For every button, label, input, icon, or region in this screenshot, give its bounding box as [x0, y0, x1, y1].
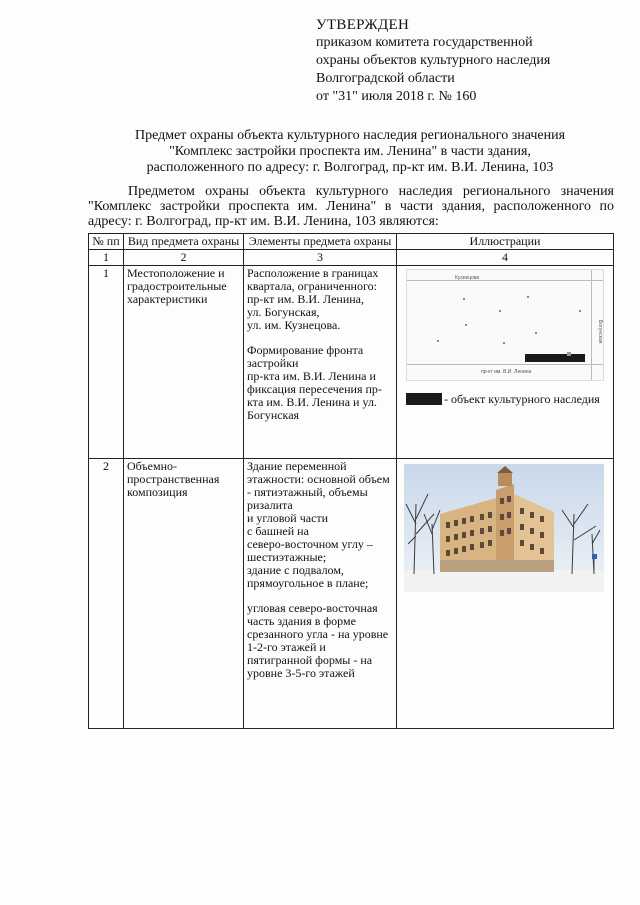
map-label-top: Кузнецова — [455, 275, 480, 281]
heritage-object-area — [525, 354, 585, 362]
legend-swatch — [406, 393, 442, 405]
approval-line-4: от "31" июля 2018 г. № 160 — [316, 89, 477, 104]
map-dot — [579, 310, 581, 312]
column-number: 2 — [124, 250, 244, 266]
approval-line-2: охраны объектов культурного наследия — [316, 53, 551, 68]
element-line: Формирование фронта застройки — [247, 343, 364, 370]
row-illustration — [397, 266, 614, 459]
element-line: угловая северо-восточная часть здания в форме срезанного угла - на уровне 1-2-го этажей и пятигранной формы - на уровне 3-5-го этажей — [247, 601, 389, 680]
map-dot — [535, 332, 537, 334]
map-illustration — [406, 269, 604, 381]
heritage-object-marker — [567, 352, 571, 356]
map-label-bottom: пр-кт им. В.И. Ленина — [481, 369, 532, 375]
row-type: Объемно-пространственная композиция — [124, 459, 244, 729]
column-number-row — [89, 250, 614, 266]
map-street-line — [407, 280, 603, 281]
legend-label: - объект культурного наследия — [444, 392, 600, 406]
title-line-1: Предмет охраны объекта культурного наследия регионального значения — [134, 128, 566, 143]
map-dot — [465, 324, 467, 326]
approval-line-1: приказом комитета государственной — [316, 35, 533, 50]
element-line: Здание переменной этажности: основной объем - пятиэтажный, объемы ризалита — [247, 459, 390, 512]
intro-text: Предметом охраны объекта культурного наследия регионального значения "Комплекс застройки проспекта им. Ленина" в части здания, расположенного по адресу: г. Волгоград, пр-кт им. В.И. Ленина, 103 являются: — [88, 184, 614, 229]
table-header-row — [89, 234, 614, 250]
column-number: 4 — [397, 250, 614, 266]
row-elements — [244, 266, 397, 459]
element-line: здание с подвалом, прямоугольное в плане; — [247, 563, 369, 590]
approval-title: УТВЕРЖДЕН — [316, 17, 410, 33]
approval-line-3: Волгоградской области — [316, 71, 455, 86]
header-illustrations: Иллюстрации — [397, 234, 614, 250]
protection-table — [88, 233, 614, 729]
element-line: ул. Богунская, — [247, 305, 320, 319]
map-dot — [437, 340, 439, 342]
row-num: 1 — [89, 266, 124, 459]
map-street-line — [407, 364, 603, 365]
intro-paragraph — [88, 184, 614, 229]
building-photo — [404, 464, 604, 592]
title-line-3: расположенного по адресу: г. Волгоград, пр-кт им. В.И. Ленина, 103 — [146, 160, 554, 175]
element-line: северо-восточном углу – шестиэтажные; — [247, 537, 373, 564]
row-elements — [244, 459, 397, 729]
map-dot — [499, 310, 501, 312]
element-line: и угловой части — [247, 511, 329, 525]
map-legend — [406, 391, 610, 407]
column-number: 1 — [89, 250, 124, 266]
map-dot — [463, 298, 465, 300]
map-dot — [527, 296, 529, 298]
map-dot — [503, 342, 505, 344]
element-line: Расположение в границах квартала, ограниченного: — [247, 266, 379, 293]
column-number: 3 — [244, 250, 397, 266]
header-num: № пп — [89, 234, 124, 250]
header-type: Вид предмета охраны — [124, 234, 244, 250]
element-line: с башней на — [247, 524, 309, 538]
table-row — [89, 459, 614, 729]
header-elements: Элементы предмета охраны — [244, 234, 397, 250]
element-line: ул. им. Кузнецова. — [247, 318, 341, 332]
row-type: Местоположение и градостроительные характеристики — [124, 266, 244, 459]
map-label-right: Богунская — [597, 320, 603, 344]
approval-block — [316, 16, 550, 106]
document-title — [100, 128, 600, 176]
title-line-2: "Комплекс застройки проспекта им. Ленина" в части здания, — [169, 144, 531, 159]
element-line: пр-кт им. В.И. Ленина, — [247, 292, 364, 306]
row-num: 2 — [89, 459, 124, 729]
map-street-line — [591, 270, 592, 380]
row-illustration — [397, 459, 614, 729]
table-row — [89, 266, 614, 459]
element-line: пр-кта им. В.И. Ленина и фиксация пересечения пр-кта им. В.И. Ленина и ул. Богунская — [247, 369, 382, 422]
